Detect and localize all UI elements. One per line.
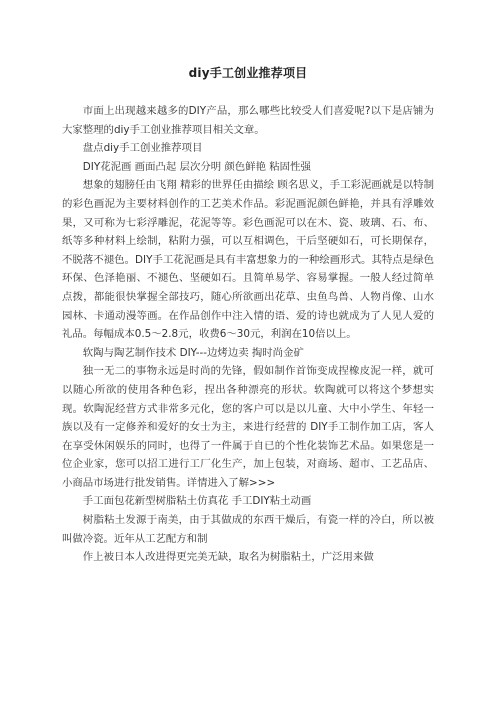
paragraph: 作上被日本人改进得更完美无缺，取名为树脂粘土，广泛用来做 bbox=[82, 551, 374, 564]
paragraph: DIY花泥画 画面凸起 层次分明 颜色鲜艳 粘固性强 bbox=[82, 160, 311, 173]
paragraph: 盘点diy手工创业推荐项目 bbox=[82, 142, 203, 155]
paragraph: 树脂粘土发源于南美，由于其做成的东西干燥后，有瓷一样的冷白，所以被叫做冷瓷。近年从工艺配方和制 bbox=[62, 514, 434, 545]
document-title: diy手工创业推荐项目 bbox=[188, 66, 308, 80]
paragraph: 市面上出现越来越多的DIY产品，那么哪些比较受人们喜爱呢?以下是店铺为大家整理的diy手工创业推荐项目相关文章。 bbox=[62, 105, 434, 136]
paragraph: 独一无二的事物永远是时尚的先锋，假如制作首饰变成捏橡皮泥一样，就可以随心所欲的使用各种色彩，捏出各种漂亮的形状。软陶就可以将这个梦想实现。软陶泥经营方式非常多元化，您的客户可以是以儿童、大中小学生、年轻一族以及有一定修养和爱好的女士为主，来进行经营的 DIY手工制作加工店，客人在享受休闲娱乐的同时，也得了一件属于自已的个性化装饰艺术品。如果您是一位企业家，您可以招工进行工厂化生产，加上包装，对商场、超市、工艺品店、小商品市场进行批发销售。详情进入了解>>> bbox=[62, 365, 434, 489]
paragraph: 手工面包花新型树脂粘土仿真花 手工DIY粘土动画 bbox=[82, 495, 312, 508]
paragraph: 想象的翅膀任由飞翔 精彩的世界任由描绘 顾名思义，手工彩泥画就是以特制的彩色画泥为主要材料创作的工艺美术作品。彩泥画泥颜色鲜艳，并具有浮雕效果，又可称为七彩浮雕泥，花泥等等。彩色画泥可以在木、瓷、玻璃、石、布、纸等多种材料上绘制，粘附力强，可以互相调色，干后坚硬如石，可长期保存，不脱落不褪色。DIY手工花泥画是具有丰富想象力的一种绘画形式。其特点是绿色环保、色泽艳丽、不褪色、坚硬如石。且简单易学、容易掌握。一般人经过简单点拨，都能很快掌握全部技巧，随心所欲画出花草、虫鱼鸟兽、人物肖像、山水园林、卡通动漫等画。在作品创作中注入情的语、爱的诗也就成为了人见人爱的礼品。每幅成本0.5～2.8元，收费6～30元，利润在10倍以上。 bbox=[62, 179, 434, 341]
paragraph: 软陶与陶艺制作技术 DIY---边烤边卖 掏时尚金矿 bbox=[82, 346, 304, 359]
document-body bbox=[62, 102, 434, 567]
